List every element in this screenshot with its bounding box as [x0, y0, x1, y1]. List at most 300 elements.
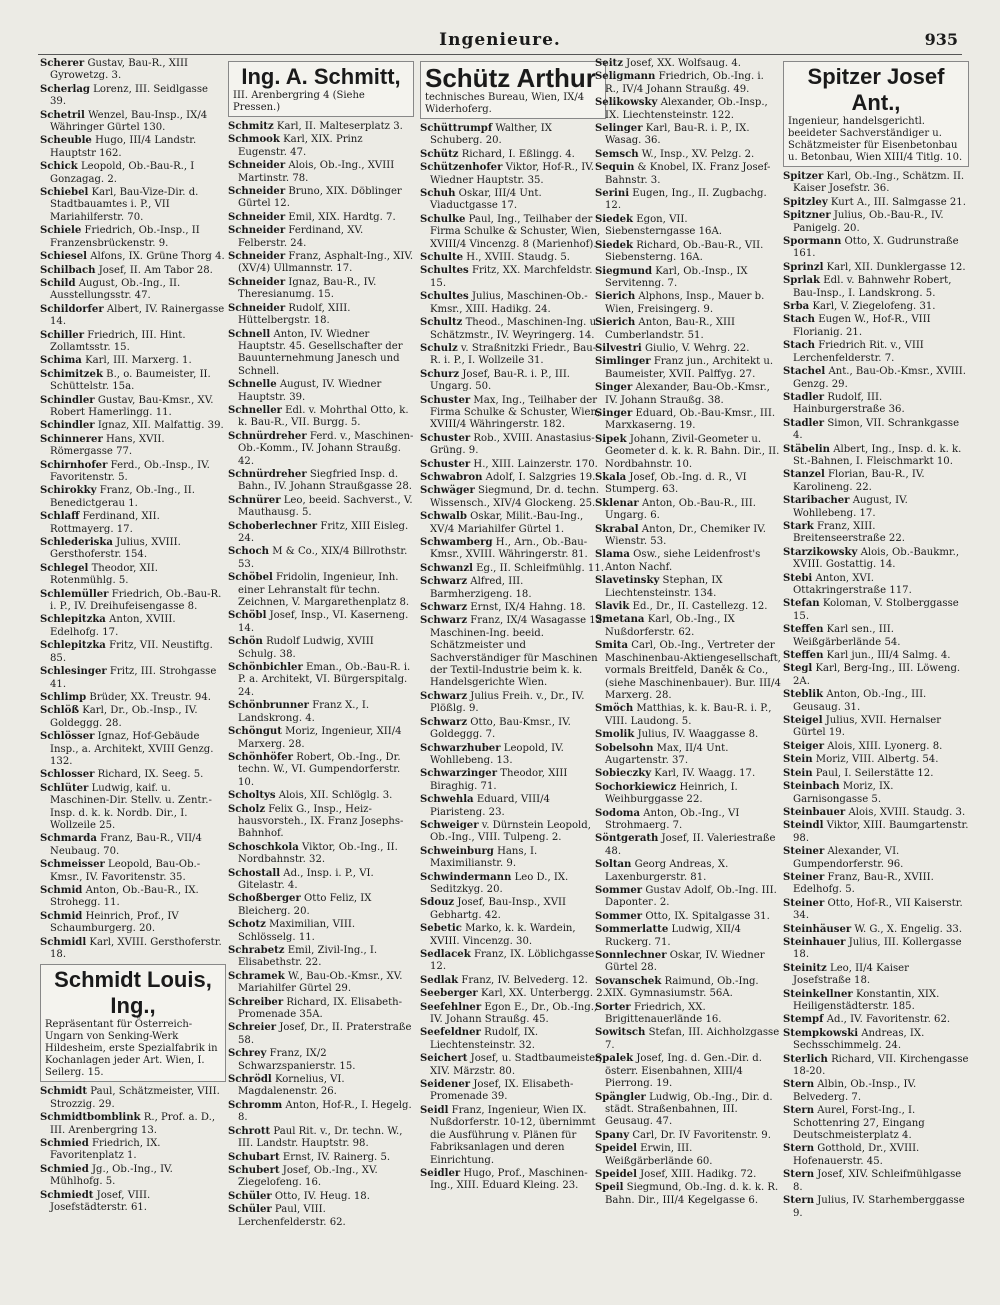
entry-details: Rob., XVIII. Anastasius-Grüng. 9. [430, 432, 595, 457]
ad-spitzer-text: Ingenieur, handelsgerichtl. beeideter Sachverständiger u. Schätzmeister für Eisenbetonbau u. Betonbau, Wien XIII/4 Titlg. 10. [788, 116, 963, 163]
entry-name: Simlinger [595, 356, 651, 368]
directory-entry [40, 355, 226, 367]
entry-details: Eugen, Ing., II. Zugbachg. 12. [605, 188, 767, 212]
entry-name: Schramek [228, 970, 285, 982]
entry-name: Schwarz [420, 716, 468, 728]
entry-details: Anton, XVIII. Edelhofg. 17. [50, 614, 176, 638]
entry-name: Schöbl [228, 610, 267, 622]
directory-entry [40, 135, 226, 160]
directory-entry [595, 743, 781, 768]
ad-schmidt-louis [40, 964, 226, 1082]
entry-name: Scholtys [228, 790, 276, 802]
entry-name: Schuh [420, 188, 456, 200]
directory-entry [420, 1053, 606, 1078]
entry-name: Schiele [40, 225, 82, 237]
entry-name: Schlemüller [40, 588, 109, 600]
entry-name: Schüttrumpf [420, 123, 493, 134]
entry-name: Speil [595, 1182, 624, 1194]
entry-details: Alfons, IX. Grüne Thorg 4. [90, 251, 225, 263]
entry-name: Steindl [783, 820, 824, 832]
directory-entry [420, 1002, 606, 1027]
entry-details: Franz, Bau-R., XVIII. Edelhofg. 5. [793, 871, 934, 896]
page-title: Ingenieure. [439, 30, 561, 50]
directory-entry [420, 691, 606, 716]
directory-entry [228, 521, 414, 546]
entry-details: Julius, Maschinen-Ob.-Kmsr., XIII. Hadikg. 24. [430, 291, 588, 315]
entry-name: Skrabal [595, 523, 639, 535]
entry-details: Alois, XVIII. Staudg. 3. [848, 806, 966, 818]
entry-name: Seidener [420, 1079, 471, 1091]
entry-details: Walther, IX Schuberg. 20. [430, 123, 552, 147]
entry-details: Rudolf, III. Hainburgerstraße 36. [793, 391, 905, 416]
entry-details: Erwin, III. Weißgärberlände 60. [605, 1143, 713, 1167]
entry-name: Sobieczky [595, 768, 652, 780]
entry-details: Siegmund, Dr. d. techn. Wissensch., XIV/4 Glockeng. 25. [430, 485, 600, 509]
directory-entry [783, 366, 969, 391]
entry-details: Albert, Ing., Insp. d. k. k. St.-Bahnen, I. Fleischmarkt 10. [793, 443, 962, 467]
entry-details: M & Co., XIX/4 Billrothstr. 53. [238, 546, 408, 570]
entry-name: Seefeldner [420, 1027, 481, 1039]
entry-name: Sebetic [420, 923, 462, 935]
directory-entry [595, 833, 781, 858]
directory-entry [420, 717, 606, 742]
entry-name: Sorter [595, 1001, 631, 1013]
entry-name: Steffen [783, 624, 824, 636]
entry-name: Sobelsohn [595, 742, 654, 754]
directory-entry [783, 781, 969, 806]
entry-name: Siedek [595, 213, 634, 225]
directory-entry [228, 212, 414, 224]
directory-entry [595, 123, 781, 148]
directory-entry [228, 303, 414, 328]
directory-entry [228, 495, 414, 520]
directory-entry [783, 171, 969, 196]
entry-name: Schnell [228, 328, 271, 340]
entry-details: Otto, Hof-R., VII Kaiserstr. 34. [793, 897, 963, 922]
entry-name: Siegmund [595, 265, 653, 277]
directory-entry [783, 301, 969, 313]
entry-details: Josef, Dr., II. Praterstraße 58. [238, 1022, 412, 1046]
entry-name: Schreier [228, 1022, 277, 1034]
directory-entry [783, 663, 969, 688]
entry-name: Schmied [40, 1138, 89, 1150]
entry-details: Leo, beeid. Sachverst., V. Mauthausg. 5. [238, 494, 413, 519]
entry-details: Paul, I. Seilerstätte 12. [815, 767, 934, 779]
directory-entry [783, 846, 969, 871]
directory-entry [40, 485, 226, 510]
directory-entry [40, 1138, 226, 1163]
entry-name: Schinnerer [40, 433, 103, 445]
directory-entry [595, 885, 781, 910]
directory-entry [783, 547, 969, 572]
directory-entry [783, 392, 969, 417]
entry-name: Schick [40, 161, 78, 173]
directory-entry [783, 521, 969, 546]
entry-details: Eugen W., Hof-R., VIII Florianig. 21. [793, 314, 931, 338]
directory-entry [595, 408, 781, 433]
directory-entry [595, 859, 781, 884]
directory-entry [783, 963, 969, 988]
entry-name: Seefehlner [420, 1001, 482, 1013]
directory-entry [595, 1169, 781, 1181]
entry-details: W., Bau-Ob.-Kmsr., XV. Mariahilfer Gürtel 29. [238, 970, 403, 995]
entry-name: Schetril [40, 109, 85, 121]
directory-entry [420, 794, 606, 819]
entry-details: W., Insp., XV. Pelzg. 2. [641, 148, 755, 160]
entry-name: Schön [228, 636, 263, 648]
entry-name: Schwabron [420, 471, 483, 483]
directory-entry [228, 469, 414, 494]
directory-entry [40, 1190, 226, 1215]
directory-entry [420, 537, 606, 562]
entry-name: Stark [783, 520, 814, 532]
entry-details: Karl, XII. Dunklergasse 12. [826, 261, 966, 273]
entry-details: Fritz, III. Strohgasse 41. [50, 666, 217, 690]
entry-details: Karl jun., III/4 Salmg. 4. [826, 650, 951, 662]
directory-entry [595, 149, 781, 161]
entry-name: Slavik [595, 601, 630, 613]
directory-entry [595, 162, 781, 187]
entry-name: Schweiger [420, 819, 479, 831]
entry-details: Simon, VII. Schrankgasse 4. [793, 417, 960, 442]
entry-details: Konstantin, XIX. Heiligenstädterstr. 185. [793, 988, 940, 1012]
entry-details: Max, II/4 Unt. Augartenstr. 37. [605, 742, 729, 766]
entry-details: Franz, IX/2 Schwarzspanierstr. 15. [238, 1048, 356, 1072]
directory-entry [228, 251, 414, 276]
column-4 [595, 58, 781, 1286]
directory-entry [783, 197, 969, 209]
directory-entry [783, 314, 969, 339]
entry-name: Speidel [595, 1143, 637, 1155]
entry-details: Adolf, I. Salzgries 19. [485, 471, 596, 483]
entry-details: Theodor, XIII Biraghig. 71. [430, 768, 568, 792]
entry-name: Scherer [40, 58, 85, 69]
directory-entry [595, 356, 781, 381]
entry-details: Friedrich, Ob.-Insp., II Franzensbrückenstr. 9. [50, 225, 200, 249]
entry-name: Schuster [420, 394, 471, 406]
entry-details: Paul, Schätzmeister, VIII. Strozzig. 29. [50, 1086, 220, 1110]
directory-entry [40, 304, 226, 329]
column-3 [420, 58, 606, 1286]
entry-name: Selikowsky [595, 97, 658, 109]
entry-name: Schostall [228, 867, 281, 879]
entry-details: & Knobel, IX. Franz Josef-Bahnstr. 3. [605, 162, 771, 186]
entry-details: Jg., Ob.-Ing., IV. Mühlhofg. 5. [50, 1163, 173, 1188]
directory-entry [40, 563, 226, 588]
entry-name: Stern [783, 1169, 815, 1181]
entry-details: Richard, IX. Seeg. 5. [97, 769, 204, 781]
entry-name: Sequin [595, 162, 635, 174]
entry-name: Schneider [228, 225, 286, 237]
entry-name: Stachel [783, 366, 826, 378]
directory-entry [420, 433, 606, 458]
directory-entry [420, 252, 606, 264]
directory-entry [420, 949, 606, 974]
entry-name: Schlaff [40, 511, 80, 523]
directory-entry [228, 804, 414, 841]
entry-details: Carl, Dr. IV Favoritenstr. 9. [632, 1129, 771, 1141]
entry-name: Stein [783, 767, 813, 779]
entry-details: Josef, XX. Wolfsaug. 4. [626, 58, 741, 69]
entry-name: Schoßberger [228, 893, 301, 905]
entry-details: H., Arn., Ob.-Bau-Kmsr., XVIII. Währingerstr. 81. [430, 537, 588, 561]
entry-details: W. G., X. Engelig. 33. [854, 923, 963, 935]
directory-entry [40, 84, 226, 109]
entry-name: Schrabetz [228, 945, 285, 956]
entry-name: Schrödl [228, 1074, 272, 1086]
entry-details: Gustav Adolf, Ob.-Ing. III. Dapontег. 2. [605, 885, 777, 909]
entry-details: Anton, Ob.-Bau-R., III. Ungarg. 6. [605, 497, 756, 522]
entry-name: Spormann [783, 236, 842, 248]
directory-entry [40, 537, 226, 562]
entry-details: Karl, II. Malteserplatz 3. [276, 121, 403, 132]
entry-details: Heinrich, I. Weihburggasse 22. [605, 781, 738, 806]
entry-name: Slavetinsky [595, 575, 660, 587]
entry-name: Stein [783, 754, 813, 766]
directory-entry [40, 187, 226, 224]
directory-entry [595, 640, 781, 702]
page-number: 935 [924, 30, 958, 49]
entry-details: Friedrich, Ob.-Bau-R. i. P., IV. Dreihufeisengasse 8. [50, 588, 222, 613]
directory-entry [228, 160, 414, 185]
header-rule [38, 54, 962, 55]
entry-name: Schneider [228, 160, 286, 172]
ad-spitzer [783, 61, 969, 167]
directory-entry [595, 71, 781, 96]
entry-details: Siegmund, Ob.-Ing. d. k. k. R. Bahn. Dir., III/4 Kegelgasse 6. [605, 1182, 779, 1206]
directory-entry [40, 420, 226, 432]
entry-name: Sowitsch [595, 1027, 646, 1039]
entry-details: Koloman, V. Stolberggasse 15. [793, 598, 959, 622]
entry-name: Sedlak [420, 974, 459, 986]
entry-name: Stern [783, 1079, 815, 1091]
directory-entry [595, 317, 781, 342]
entry-details: Florian, Bau-R., IV. Karolineng. 22. [793, 469, 925, 493]
directory-entry [420, 149, 606, 161]
entry-details: Stephan, IX Liechtensteinstr. 134. [605, 575, 723, 599]
directory-entry [595, 1143, 781, 1168]
directory-entry [595, 768, 781, 780]
entry-details: Josef, Ing. d. Gen.-Dir. d. österr. Eisenbahnen, XIII/4 Pierrong. 19. [605, 1053, 762, 1090]
entry-details: Josef, II. Valeriestraße 48. [605, 833, 776, 857]
entry-details: Moriz, Ingenieur, XII/4 Marxerg. 28. [238, 726, 402, 750]
entry-details: Alois, XII. Schlöglg. 3. [278, 790, 393, 802]
entry-details: Paul, VIII. Lerchenfelderstr. 62. [238, 1204, 346, 1228]
entry-name: Schmook [228, 134, 280, 146]
directory-entry [228, 700, 414, 725]
entry-name: Schwindermann [420, 871, 512, 883]
entry-name: Singer [595, 407, 633, 419]
entry-details: Julius, IV. Starhemberggasse 9. [793, 1195, 965, 1219]
directory-entry [420, 162, 606, 187]
entry-details: Otto, IX. Spitalgasse 31. [645, 910, 770, 922]
directory-entry [595, 729, 781, 741]
entry-details: Anton, Ob.-Bau-R., IX. Strohegg. 11. [50, 885, 199, 909]
entry-name: Schüler [228, 1190, 272, 1202]
ad-schmitt-text: III. Arenbergring 4 (Siehe Pressen.) [233, 90, 365, 113]
entry-details: Josef, Ob.-Ing. d. R., VI Stumperg. 63. [605, 472, 747, 496]
directory-entry [228, 431, 414, 468]
directory-entry [420, 317, 606, 342]
entry-details: Marko, k. k. Wardein, XVIII. Vincenzg. 30. [430, 923, 576, 947]
entry-name: Steinkellner [783, 988, 853, 1000]
entry-details: Otto, IV. Heug. 18. [274, 1190, 370, 1202]
ad-schuetz [420, 61, 606, 119]
directory-entry [783, 340, 969, 365]
entry-details: Ignaz, XII. Malfattig. 39. [97, 420, 224, 432]
ad-schmidt-name: Schmidt Louis, Ing., [54, 967, 212, 1019]
entry-details: Franz, IV. Belvederg. 12. [461, 974, 588, 986]
entry-details: Ant., Bau-Ob.-Kmsr., XVIII. Genzg. 29. [793, 366, 966, 390]
entry-details: Anton, IV. Wiedner Hauptstr. 45. Gesellschafter der Bauunternehmung Janesch und Schnell. [238, 328, 403, 377]
entry-name: Spängler [595, 1091, 646, 1103]
directory-entry [228, 610, 414, 635]
directory-entry [595, 976, 781, 1001]
entry-details: Karl, V. Ziegelofeng. 31. [812, 301, 936, 313]
entry-details: Richard, Ob.-Bau-R., VII. Siebensterng. 16A. [605, 239, 764, 264]
directory-entry [420, 1105, 606, 1167]
entry-name: Schneller [228, 404, 282, 416]
entry-name: Schlimp [40, 691, 87, 703]
directory-entry [783, 820, 969, 845]
directory-entry [228, 842, 414, 867]
entry-details: Gotthold, Dr., XVIII. Hofenauerstr. 45. [793, 1143, 920, 1167]
entry-details: Robert, Ob.-Ing., Dr. techn. W., VI. Gumpendorferstr. 10. [238, 751, 401, 788]
entry-details: Alexander, VI. Gumpendorferstr. 96. [793, 846, 904, 870]
entry-details: Karl, XIX. Prinz Eugenstr. 47. [238, 134, 363, 158]
entry-details: Anton, Ob.-Ing., III. Geusaug. 31. [793, 689, 927, 713]
entry-details: Fritz, XX. Marchfeldstr. 15. [430, 265, 593, 289]
directory-entry [228, 1022, 414, 1047]
entry-name: Schmitz [228, 121, 274, 132]
directory-entry [595, 382, 781, 407]
entry-details: August, IV. Wohllebeng. 17. [793, 495, 908, 519]
entry-details: Kurt A., III. Salmgasse 21. [830, 196, 966, 208]
directory-entry [40, 614, 226, 639]
entry-name: Schilbach [40, 264, 96, 276]
entry-name: Srba [783, 301, 810, 313]
directory-entry [40, 640, 226, 665]
entry-name: Stach [783, 314, 815, 326]
entry-name: Schultz [420, 317, 463, 329]
entry-name: Stach [783, 340, 815, 352]
entry-name: Steiger [783, 740, 825, 752]
entry-details: Karl, Bau-R. i. P., IX. Wasag. 36. [605, 123, 750, 147]
entry-details: Emil, Zivil-Ing., I. Elisabethstr. 22. [238, 945, 378, 969]
entry-name: Sierich [595, 317, 636, 329]
entry-details: Karl, Ob.-Ing., IX Nußdorferstr. 62. [605, 614, 735, 638]
entry-name: Schildorfer [40, 303, 104, 315]
directory-entry [40, 666, 226, 691]
entry-name: Steigel [783, 715, 823, 727]
entry-details: Ad., Insp. i. P., VI. Gitelastr. 4. [238, 867, 374, 891]
directory-entry [783, 924, 969, 936]
entry-details: Alois, Ob.-Baukmr., XVIII. Gostattig. 14. [793, 546, 960, 571]
entry-name: Sochorkiewicz [595, 781, 677, 793]
directory-entry [40, 769, 226, 781]
entry-name: Spitzer [783, 171, 824, 182]
entry-name: Seidl [420, 1104, 449, 1116]
entry-details: Josef, Insp., VI. Kaserneng. 14. [238, 610, 409, 634]
directory-entry [595, 911, 781, 923]
entry-details: Egon, VII. Siebensterngasse 16A. [605, 213, 722, 238]
directory-entry [420, 615, 606, 689]
entry-name: Schmid [40, 885, 83, 896]
entry-name: Schmidl [40, 936, 87, 948]
directory-entry [40, 783, 226, 833]
entry-details: Max, Ing., Teilhaber der Firma Schulke & Schuster, Wien, XVIII/4 Währingerstr. 182. [430, 394, 601, 431]
entry-name: Schiebel [40, 187, 89, 199]
directory-entry [420, 743, 606, 768]
directory-entry [228, 546, 414, 571]
entry-name: Sterlich [783, 1053, 828, 1065]
entry-name: Schmid [40, 910, 83, 922]
directory-entry [420, 123, 606, 148]
entry-name: Steinhauer [783, 936, 846, 948]
entry-details: Hugo, III/4 Landstr. Hauptstr 162. [50, 135, 197, 159]
entry-details: Fritz, XIII Eisleg. 24. [238, 520, 409, 544]
entry-name: Schwarzinger [420, 768, 498, 780]
directory-entry [228, 1165, 414, 1190]
entry-name: Schlosser [40, 769, 95, 781]
entry-name: Schoschkola [228, 841, 299, 853]
directory-entry [228, 1191, 414, 1203]
entry-details: Kornelius, VI. Magdalenenstr. 26. [238, 1074, 345, 1098]
directory-entry [420, 975, 606, 987]
entry-details: Fritz, VII. Neustiftg. 85. [50, 640, 213, 664]
entry-name: Stanzel [783, 469, 825, 481]
directory-entry [783, 624, 969, 649]
entry-name: Stern [783, 1105, 815, 1117]
entry-name: Smita [595, 640, 629, 652]
entry-details: Friedrich, Ob.-Ing. i. R., IV/4 Johann Straußg. 49. [605, 71, 764, 95]
entry-details: Eg., II. Schleifmühlg. 11. [476, 562, 604, 574]
entry-name: Seichert [420, 1053, 468, 1065]
entry-name: Schromm [228, 1099, 283, 1111]
directory-entry [40, 58, 226, 83]
directory-entry [40, 692, 226, 704]
directory-entry [40, 161, 226, 186]
entry-details: Karl, III. Marxerg. 1. [85, 355, 192, 367]
entry-details: Julius, Ob.-Bau-R., IV. Panigelg. 20. [793, 210, 944, 234]
column-5 [783, 58, 969, 1286]
entry-details: Karl, Ob.-Insp., IX Servitenng. 7. [605, 265, 748, 289]
entry-name: Steinitz [783, 962, 827, 974]
directory-entry [40, 1164, 226, 1189]
directory-entry [420, 214, 606, 251]
entry-name: Steiner [783, 897, 825, 909]
directory-entry [595, 498, 781, 523]
entry-name: Schneider [228, 251, 286, 263]
entry-details: Alexander, Bau-Ob.-Kmsr., IV. Johann Straußg. 38. [605, 382, 770, 406]
entry-name: Smöch [595, 703, 634, 715]
directory-entry [783, 573, 969, 598]
entry-name: Staribacher [783, 495, 850, 507]
entry-details: Maximilian, VIII. Schlösselg. 11. [238, 919, 356, 943]
entry-name: Schnürer [228, 494, 281, 506]
directory-entry [783, 1105, 969, 1142]
entry-details: Egon E., Dr., Ob.-Ing., IV. Johann Straußg. 45. [430, 1001, 598, 1026]
entry-name: Schneider [228, 211, 286, 223]
directory-entry [40, 395, 226, 420]
entry-details: Friedrich, IX. Favoritenplatz 1. [50, 1138, 161, 1162]
entry-name: Schneider [228, 186, 286, 198]
entry-name: Schöngut [228, 726, 282, 738]
directory-entry [595, 703, 781, 728]
entry-name: Selinger [595, 123, 643, 135]
directory-entry [783, 1028, 969, 1053]
entry-details: Otto, Bau-Kmsr., IV. Goldeggg. 7. [430, 716, 571, 741]
